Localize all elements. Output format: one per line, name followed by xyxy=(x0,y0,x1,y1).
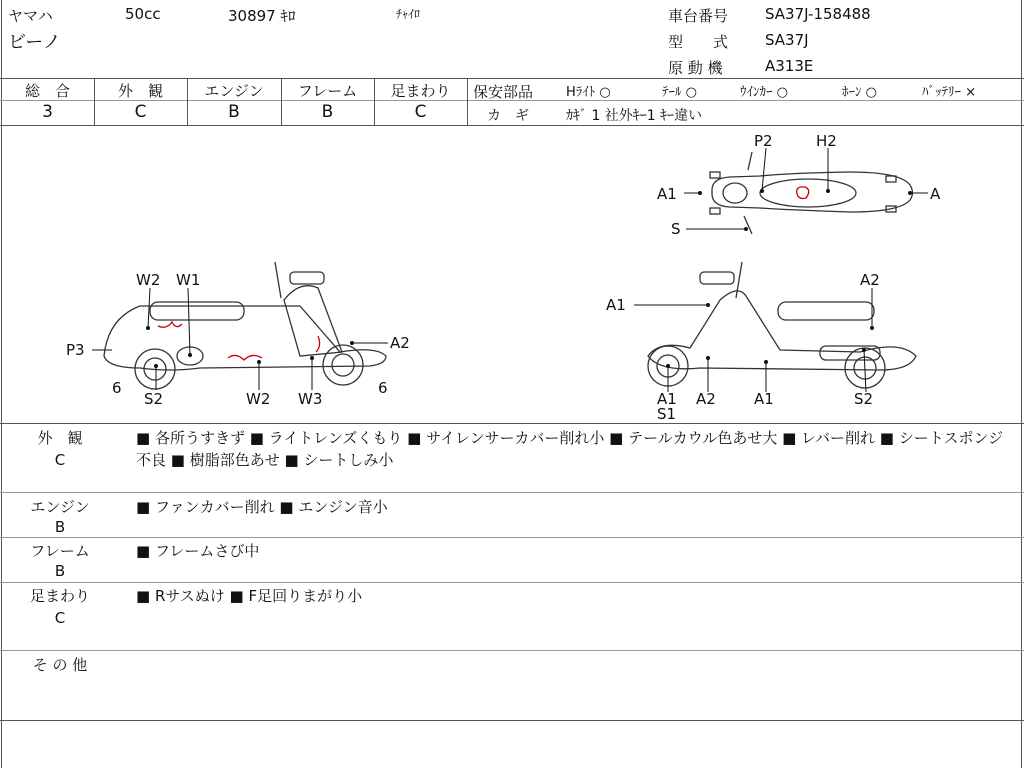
section-grade: B xyxy=(54,518,66,536)
engine-grade: B xyxy=(228,102,240,122)
diagram-label: W1 xyxy=(176,271,201,289)
diagram-label: S1 xyxy=(657,405,677,422)
overall-grade: 3 xyxy=(42,102,53,122)
section-grade: C xyxy=(54,451,66,469)
exterior-label: 外 観 xyxy=(117,82,163,100)
diagram-label: S xyxy=(671,220,681,238)
leader-lines xyxy=(92,148,928,392)
grade-divider xyxy=(467,78,468,125)
safety-item: ｳｲﾝｶｰ ○ xyxy=(740,85,788,100)
engine-label: 原 動 機 xyxy=(668,59,723,77)
maker: ヤマハ xyxy=(8,7,53,25)
rule xyxy=(0,78,1024,79)
diagram-label: A1 xyxy=(657,185,677,203)
diagram-label: S2 xyxy=(144,390,164,408)
section-label: 足まわり xyxy=(29,587,90,605)
safety-item: ﾊﾞｯﾃﾘｰ × xyxy=(922,85,977,100)
section-label: フレーム xyxy=(30,542,90,560)
frame-grade-label: フレーム xyxy=(297,82,358,100)
section-text: ■ 各所うすきず ■ ライトレンズくもり ■ サイレンサーカバー削れ小 ■ テールカウル色あせ大 ■ レバー削れ ■ シートスポンジ不良 ■ 樹脂部色あせ ■ シートしみ小 xyxy=(136,429,1004,469)
rule xyxy=(0,720,1024,721)
diagram-label: W2 xyxy=(136,271,161,289)
diagram-label: W2 xyxy=(246,390,271,408)
diagram-label: P3 xyxy=(66,341,85,359)
diagram-label: S2 xyxy=(854,390,874,408)
diagram-label: A xyxy=(930,185,941,203)
damage-marks xyxy=(158,187,809,360)
rule xyxy=(0,650,1024,651)
exterior-grade: C xyxy=(134,102,147,122)
safety-label: 保安部品 xyxy=(473,83,534,101)
displacement: 50cc xyxy=(125,5,161,23)
rule xyxy=(0,423,1024,424)
type-label: 型 式 xyxy=(668,33,729,51)
section-text: ■ ファンカバー削れ ■ エンジン音小 xyxy=(136,498,388,516)
diagram-label: 6 xyxy=(378,379,388,397)
diagram-label: A2 xyxy=(860,271,880,289)
section-text: ■ Rサスぬけ ■ F足回りまがり小 xyxy=(136,587,363,605)
safety-item: Hﾗｲﾄ ○ xyxy=(566,85,611,100)
frame-grade: B xyxy=(321,102,334,122)
type-value: SA37J xyxy=(765,31,809,49)
rule xyxy=(0,537,1024,538)
diagram-label: A2 xyxy=(696,390,716,408)
rule xyxy=(0,582,1024,583)
section-label: エンジン xyxy=(30,498,90,516)
diagram-label: A1 xyxy=(606,296,626,314)
diagram-label: 6 xyxy=(112,379,122,397)
diagram-label: A1 xyxy=(754,390,774,408)
suspension-grade-label: 足まわり xyxy=(390,82,451,100)
safety-item: ﾃｰﾙ ○ xyxy=(662,85,697,100)
diagram-label: P2 xyxy=(754,132,773,150)
diagram-label: A1 xyxy=(657,390,677,408)
rule xyxy=(0,492,1024,493)
overall-label: 総 合 xyxy=(24,82,70,100)
safety-item: ﾎｰﾝ ○ xyxy=(842,85,877,100)
chassis-value: SA37J-158488 xyxy=(765,5,871,23)
section-label: そ の 他 xyxy=(32,656,88,674)
diagram-label: H2 xyxy=(816,132,837,150)
scooter-top-view xyxy=(710,152,913,234)
chassis-label: 車台番号 xyxy=(668,7,729,25)
scooter-diagram xyxy=(0,126,1024,422)
engine-grade-label: エンジン xyxy=(204,82,264,100)
color: ﾁｬｲﾛ xyxy=(396,7,421,21)
section-text: ■ フレームさび中 xyxy=(136,542,260,560)
section-grade: B xyxy=(54,562,66,580)
section-grade: C xyxy=(54,609,66,627)
diagram-label: A2 xyxy=(390,334,410,352)
engine-value: A313E xyxy=(765,57,814,75)
model: ビーノ xyxy=(8,32,61,53)
diagram-label: W3 xyxy=(298,390,323,408)
key-value: ｶｷﾞ 1 社外ｷｰ1 ｷｰ違い xyxy=(566,108,703,124)
section-label: 外 観 xyxy=(37,429,83,447)
mileage: 30897 ｷﾛ xyxy=(228,7,296,25)
suspension-grade: C xyxy=(414,102,427,122)
key-label: カ ギ xyxy=(487,108,529,124)
